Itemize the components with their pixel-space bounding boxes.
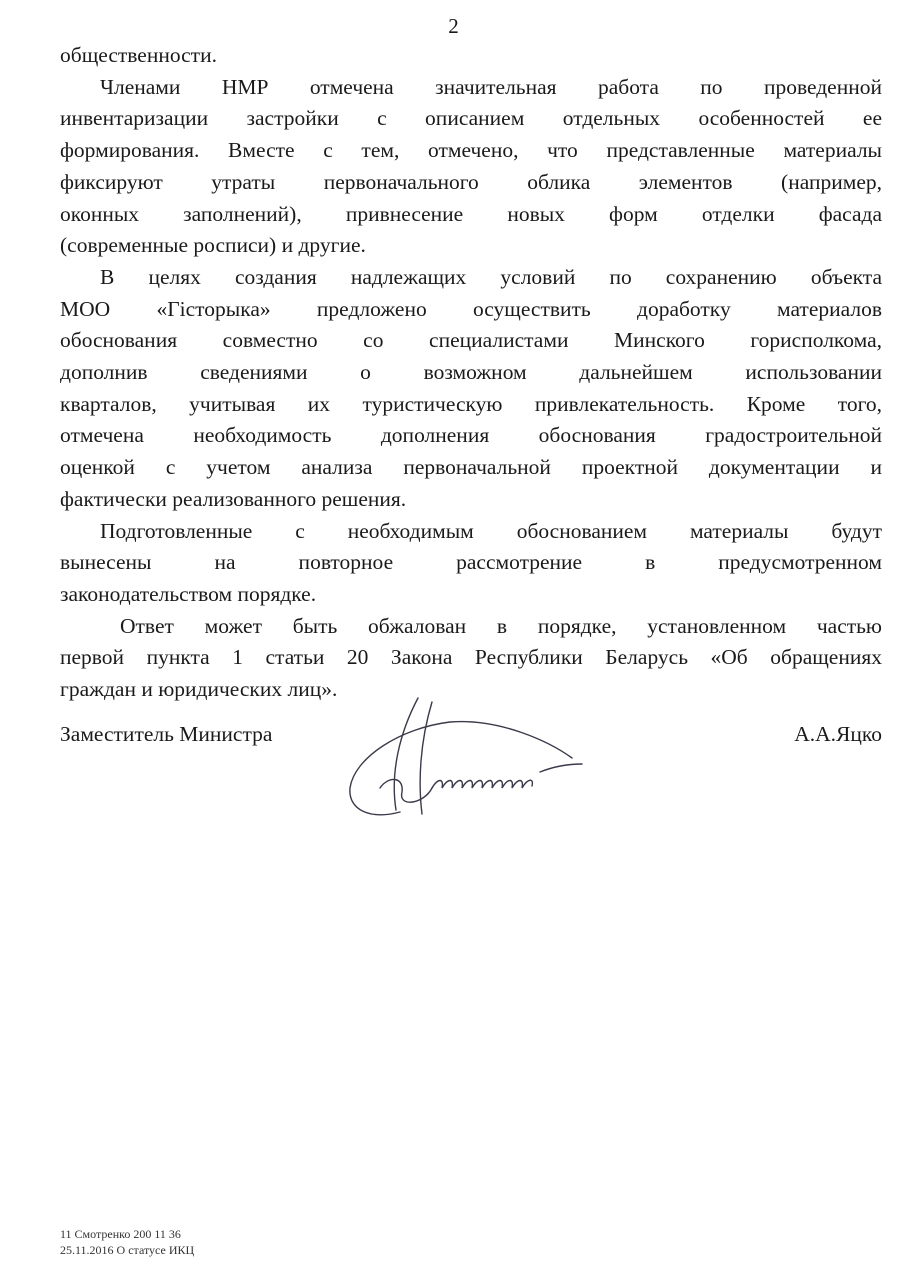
- footer-note: [60, 1226, 194, 1258]
- letter-body: [60, 40, 882, 706]
- text-line: вынесены на повторное рассмотрение в предусмотренном: [60, 550, 882, 575]
- text-line: МОО «Гісторыка» предложено осуществить доработку материалов: [60, 296, 882, 321]
- text-line: Подготовленные с необходимым обоснованием материалы будут: [100, 518, 882, 543]
- text-line: фиксируют утраты первоначального облика элементов (например,: [60, 169, 882, 194]
- text-line: формирования. Вместе с тем, отмечено, что представленные материалы: [60, 138, 882, 163]
- text-line: фактически реализованного решения.: [60, 486, 407, 511]
- paragraph: [60, 40, 882, 72]
- text-line: В целях создания надлежащих условий по сохранению объекта: [100, 264, 882, 289]
- text-line: оконных заполнений), привнесение новых форм отделки фасада: [60, 201, 882, 226]
- page-number: 2: [448, 14, 459, 38]
- text-line: законодательством порядке.: [60, 581, 317, 606]
- footer-reference: 25.11.2016 О статусе ИКЦ: [60, 1243, 195, 1257]
- text-line: обоснования совместно со специалистами Минского горисполкома,: [60, 328, 882, 353]
- text-line: граждан и юридических лиц».: [60, 677, 338, 702]
- text-line: (современные росписи) и другие.: [60, 233, 366, 258]
- text-line: кварталов, учитывая их туристическую привлекательность. Кроме того,: [60, 391, 882, 416]
- text-line: оценкой с учетом анализа первоначальной проектной документации и: [60, 455, 882, 480]
- text-line: отмечена необходимость дополнения обоснования градостроительной: [60, 423, 882, 448]
- text-line: инвентаризации застройки с описанием отдельных особенностей ее: [60, 106, 882, 131]
- text-line: дополнив сведениями о возможном дальнейшем использовании: [60, 360, 882, 385]
- signatory-name: А.А.Яцко: [794, 722, 882, 746]
- handwritten-signature: [340, 692, 590, 832]
- text-line: общественности.: [60, 43, 217, 67]
- paragraph: [60, 516, 882, 611]
- signatory-title: Заместитель Министра: [60, 722, 273, 746]
- text-line: Ответ может быть обжалован в порядке, установленном частью: [120, 613, 882, 638]
- text-line: первой пункта 1 статьи 20 Закона Республики Беларусь «Об обращениях: [60, 645, 882, 670]
- paragraph: [60, 72, 882, 262]
- footer-executor: 11 Смотренко 200 11 36: [60, 1227, 181, 1241]
- text-line: Членами НМР отмечена значительная работа по проведенной: [100, 74, 882, 99]
- paragraph: [60, 262, 882, 516]
